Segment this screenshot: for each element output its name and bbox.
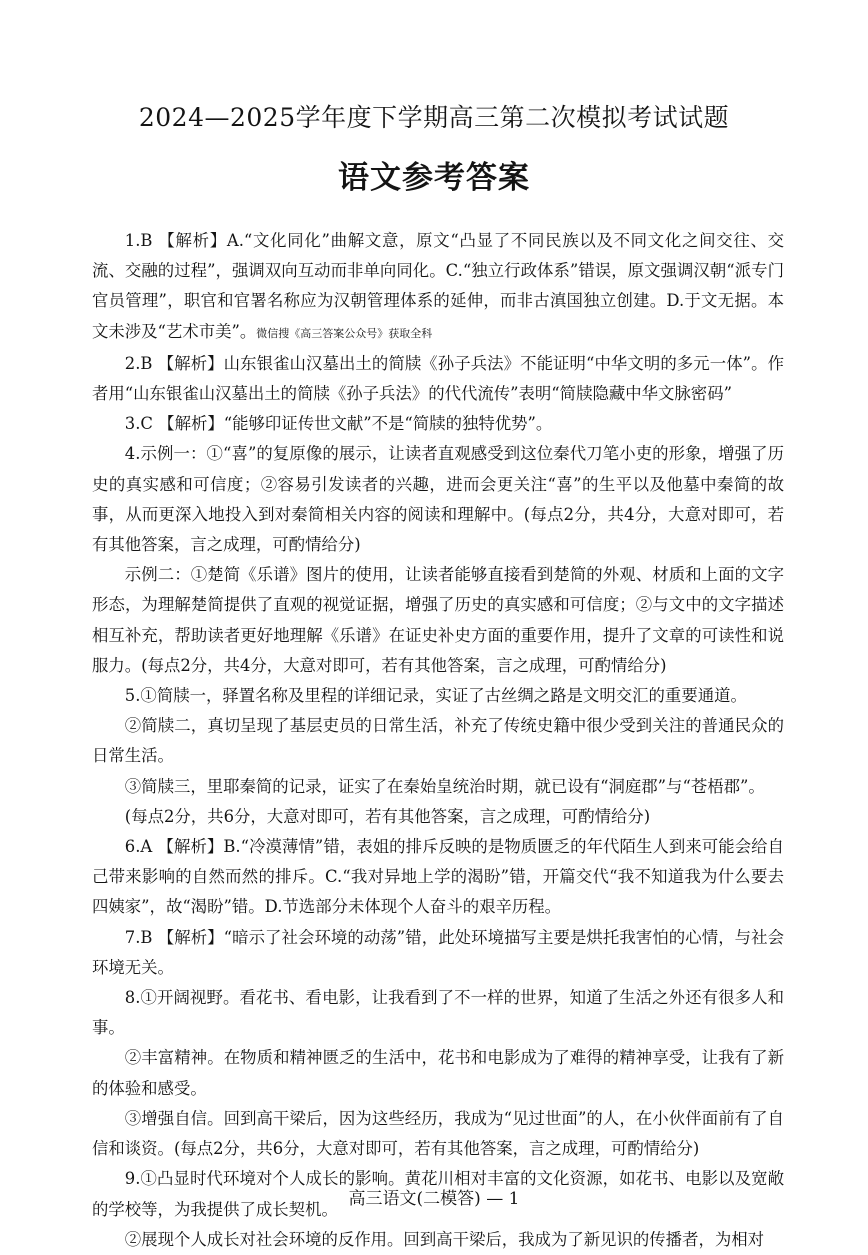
answer-paragraph: ③简牍三，里耶秦简的记录，证实了在秦始皇统治时期，就已设有“洞庭郡”与“苍梧郡”。 <box>124 776 765 796</box>
answer-paragraph: 4.示例一：①“喜”的复原像的展示，让读者直观感受到这位秦代刀笔小吏的形象，增强了历史的真实感和可信度；②容易引发读者的兴趣，进而会更关注“喜”的生平以及他墓中秦简的故事，从而更深入地投入到对秦简相关内容的阅读和理解中。(每点2分，共4分，大意对即可，若有其他答案，言之成理，可酌情给分) <box>92 444 784 555</box>
answer-paragraph: 7.B 【解析】“暗示了社会环境的动荡”错，此处环境描写主要是烘托我害怕的心情，与社会环境无关。 <box>92 927 784 977</box>
answers-body <box>92 226 784 1255</box>
answer-text: 1.B 【解析】A.“文化同化”曲解文意，原文“凸显了不同民族以及不同文化之间交往、交流、交融的过程”，强调双向互动而非单向同化。C.“独立行政体系”错误，原文强调汉朝“派专门官员管理”，职官和官署名称应为汉朝管理体系的延伸，而非古滇国独立创建。D.于文无据。本文未涉及“艺术市美”。 <box>92 231 784 341</box>
answer-paragraph: 3.C 【解析】“能够印证传世文献”不是“简牍的独特优势”。 <box>124 414 553 434</box>
exam-title: 2024—2025学年度下学期高三第二次模拟考试试题 <box>138 103 730 132</box>
document-subtitle: 语文参考答案 <box>338 160 530 196</box>
answer-paragraph: 2.B 【解析】山东银雀山汉墓出土的简牍《孙子兵法》不能证明“中华文明的多元一体”。作者用“山东银雀山汉墓出土的简牍《孙子兵法》的代代流传”表明“简牍隐藏中华文脉密码” <box>92 353 784 404</box>
answer-paragraph: 9.①凸显时代环境对个人成长的影响。黄花川相对丰富的文化资源，如花书、电影以及宽敞的学校等，为我提供了成长契机。 <box>92 1169 784 1219</box>
watermark-note: 微信搜《高三答案公众号》获取全科 <box>256 326 433 340</box>
answer-paragraph <box>92 226 784 349</box>
answer-paragraph: ②展现个人成长对社会环境的反作用。回到高干梁后，我成为了新见识的传播者，为相对 <box>124 1229 765 1249</box>
answer-paragraph: (每点2分，共6分，大意对即可，若有其他答案，言之成理，可酌情给分) <box>124 806 651 826</box>
page-footer: 高三语文(二模答) — 1 <box>348 1189 520 1209</box>
answer-paragraph: ②简牍二，真切呈现了基层吏员的日常生活，补充了传统史籍中很少受到关注的普通民众的日常生活。 <box>92 716 784 766</box>
answer-paragraph: 5.①简牍一，驿置名称及里程的详细记录，实证了古丝绸之路是文明交汇的重要通道。 <box>124 686 747 706</box>
answer-paragraph: 8.①开阔视野。看花书、看电影，让我看到了不一样的世界，知道了生活之外还有很多人和事。 <box>92 988 784 1038</box>
answer-paragraph: ②丰富精神。在物质和精神匮乏的生活中，花书和电影成为了难得的精神享受，让我有了新的体验和感受。 <box>92 1048 784 1098</box>
answer-paragraph: 示例二：①楚简《乐谱》图片的使用，让读者能够直接看到楚简的外观、材质和上面的文字形态，为理解楚简提供了直观的视觉证据，增强了历史的真实感和可信度；②与文中的文字描述相互补充，帮助读者更好地理解《乐谱》在证史补史方面的重要作用，提升了文章的可读性和说服力。(每点2分，共4分，大意对即可，若有其他答案，言之成理，可酌情给分) <box>92 565 784 675</box>
answer-paragraph: ③增强自信。回到高干梁后，因为这些经历，我成为“见过世面”的人，在小伙伴面前有了自信和谈资。(每点2分，共6分，大意对即可，若有其他答案，言之成理，可酌情给分) <box>92 1108 784 1159</box>
answer-paragraph: 6.A 【解析】B.“冷漠薄情”错，表姐的排斥反映的是物质匮乏的年代陌生人到来可能会给自己带来影响的自然而然的排斥。C.“我对异地上学的渴盼”错，开篇交代“我不知道我为什么要去四姨家”，故“渴盼”错。D.节选部分未体现个人奋斗的艰辛历程。 <box>92 837 784 917</box>
